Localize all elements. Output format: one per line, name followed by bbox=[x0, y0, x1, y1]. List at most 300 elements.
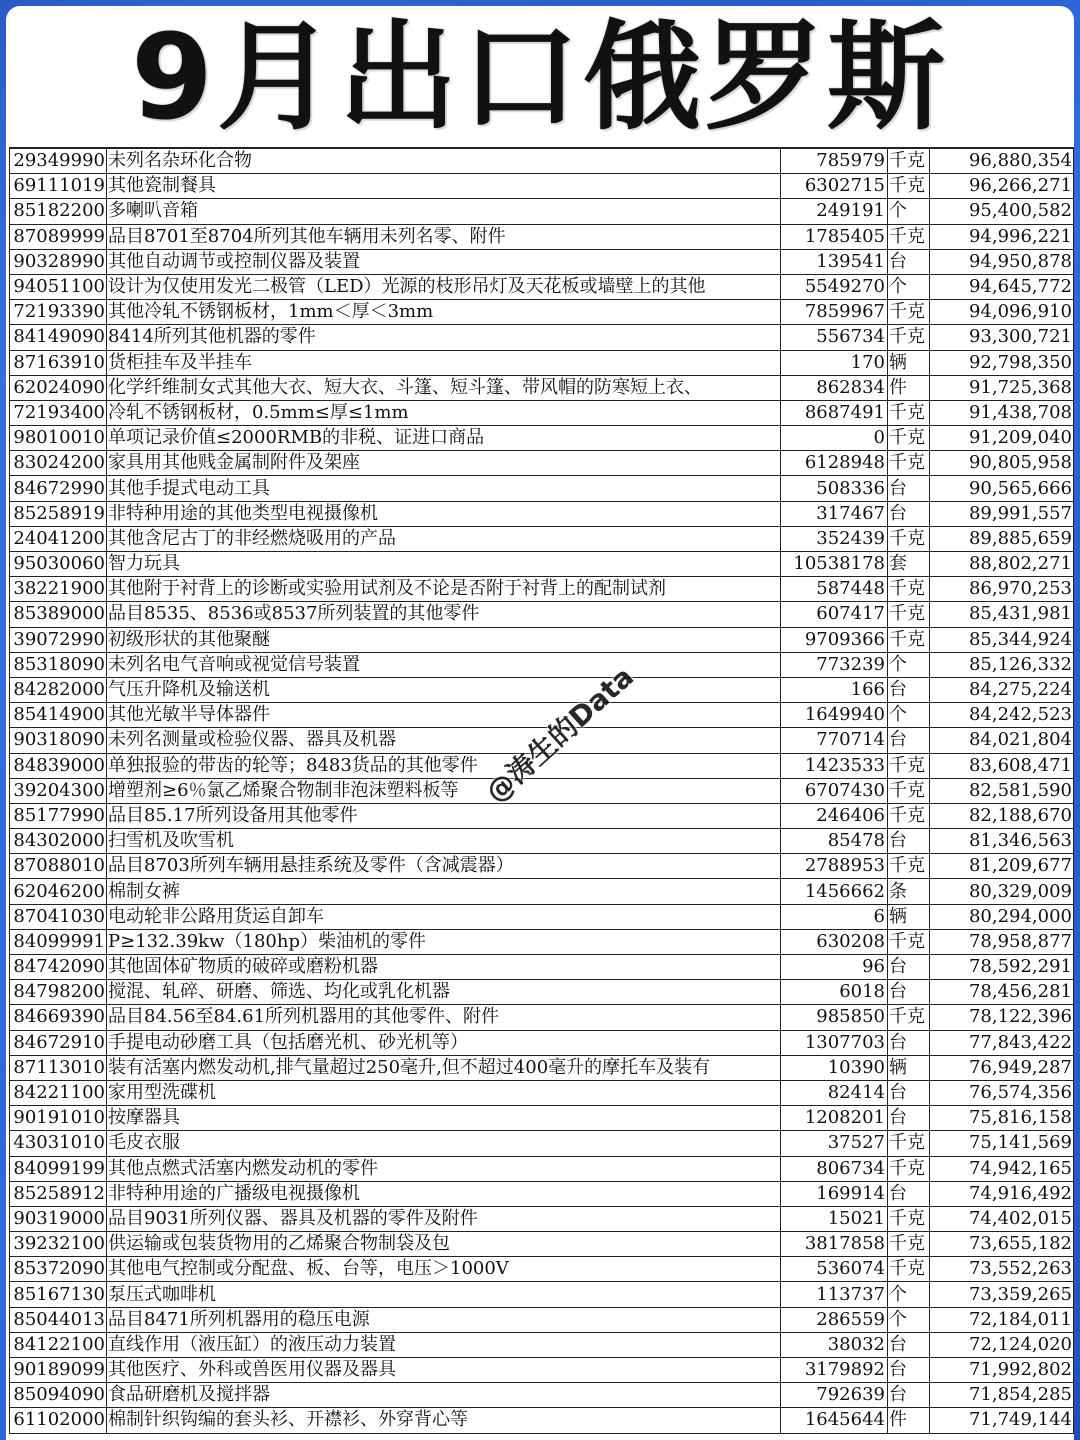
table-row bbox=[10, 1030, 1074, 1055]
product-name-cell: 设计为仅使用发光二极管（LED）光源的枝形吊灯及天花板或墙壁上的其他 bbox=[107, 274, 781, 299]
product-name-cell: 其他自动调节或控制仪器及装置 bbox=[107, 249, 781, 274]
quantity-cell: 352439 bbox=[781, 526, 888, 551]
hs-code-cell: 87163910 bbox=[10, 350, 107, 375]
unit-cell: 件 bbox=[888, 1408, 930, 1433]
quantity-cell: 38032 bbox=[781, 1332, 888, 1357]
unit-cell: 台 bbox=[888, 501, 930, 526]
table-row bbox=[10, 325, 1074, 350]
value-cell: 86,970,253 bbox=[930, 577, 1074, 602]
quantity-cell: 139541 bbox=[781, 249, 888, 274]
value-cell: 74,942,165 bbox=[930, 1156, 1074, 1181]
product-name-cell: 货柜挂车及半挂车 bbox=[107, 350, 781, 375]
value-cell: 75,141,569 bbox=[930, 1131, 1074, 1156]
product-name-cell: 扫雪机及吹雪机 bbox=[107, 829, 781, 854]
hs-code-cell: 84839000 bbox=[10, 753, 107, 778]
product-name-cell: 其他电气控制或分配盘、板、台等，电压＞1000V bbox=[107, 1257, 781, 1282]
value-cell: 93,300,721 bbox=[930, 325, 1074, 350]
table-row bbox=[10, 1257, 1074, 1282]
quantity-cell: 169914 bbox=[781, 1181, 888, 1206]
value-cell: 92,798,350 bbox=[930, 350, 1074, 375]
product-name-cell: 毛皮衣服 bbox=[107, 1131, 781, 1156]
product-name-cell: 增塑剂≥6％氯乙烯聚合物制非泡沫塑料板等 bbox=[107, 778, 781, 803]
quantity-cell: 246406 bbox=[781, 803, 888, 828]
product-name-cell: 初级形状的其他聚醚 bbox=[107, 627, 781, 652]
hs-code-cell: 38221900 bbox=[10, 577, 107, 602]
value-cell: 71,992,802 bbox=[930, 1358, 1074, 1383]
hs-code-cell: 87088010 bbox=[10, 854, 107, 879]
hs-code-cell: 72193390 bbox=[10, 300, 107, 325]
product-name-cell: 棉制针织钩编的套头衫、开襟衫、外穿背心等 bbox=[107, 1408, 781, 1433]
product-name-cell: 气压升降机及输送机 bbox=[107, 677, 781, 702]
hs-code-cell: 94051100 bbox=[10, 274, 107, 299]
table-row bbox=[10, 652, 1074, 677]
table-row bbox=[10, 526, 1074, 551]
value-cell: 81,346,563 bbox=[930, 829, 1074, 854]
product-name-cell: 智力玩具 bbox=[107, 552, 781, 577]
product-name-cell: 品目8471所列机器用的稳压电源 bbox=[107, 1307, 781, 1332]
unit-cell: 台 bbox=[888, 1383, 930, 1408]
value-cell: 91,209,040 bbox=[930, 426, 1074, 451]
hs-code-cell: 90328990 bbox=[10, 249, 107, 274]
hs-code-cell: 85258919 bbox=[10, 501, 107, 526]
unit-cell: 台 bbox=[888, 1181, 930, 1206]
hs-code-cell: 90191010 bbox=[10, 1106, 107, 1131]
hs-code-cell: 84798200 bbox=[10, 980, 107, 1005]
product-name-cell: 其他冷轧不锈钢板材，1mm＜厚＜3mm bbox=[107, 300, 781, 325]
unit-cell: 千克 bbox=[888, 300, 930, 325]
value-cell: 89,885,659 bbox=[930, 526, 1074, 551]
hs-code-cell: 84669390 bbox=[10, 1005, 107, 1030]
quantity-cell: 37527 bbox=[781, 1131, 888, 1156]
quantity-cell: 3817858 bbox=[781, 1232, 888, 1257]
unit-cell: 台 bbox=[888, 249, 930, 274]
product-name-cell: 品目84.56至84.61所列机器用的其他零件、附件 bbox=[107, 1005, 781, 1030]
unit-cell: 千克 bbox=[888, 174, 930, 199]
hs-code-cell: 84282000 bbox=[10, 677, 107, 702]
hs-code-cell: 85094090 bbox=[10, 1383, 107, 1408]
hs-code-cell: 98010010 bbox=[10, 426, 107, 451]
table-row bbox=[10, 879, 1074, 904]
product-name-cell: 其他固体矿物质的破碎或磨粉机器 bbox=[107, 955, 781, 980]
quantity-cell: 113737 bbox=[781, 1282, 888, 1307]
value-cell: 75,816,158 bbox=[930, 1106, 1074, 1131]
unit-cell: 辆 bbox=[888, 1055, 930, 1080]
quantity-cell: 7859967 bbox=[781, 300, 888, 325]
quantity-cell: 792639 bbox=[781, 1383, 888, 1408]
product-name-cell: 品目8701至8704所列其他车辆用未列名零、附件 bbox=[107, 224, 781, 249]
unit-cell: 千克 bbox=[888, 577, 930, 602]
table-row bbox=[10, 854, 1074, 879]
table-row bbox=[10, 1005, 1074, 1030]
unit-cell: 千克 bbox=[888, 602, 930, 627]
table-row bbox=[10, 778, 1074, 803]
table-row bbox=[10, 955, 1074, 980]
value-cell: 94,645,772 bbox=[930, 274, 1074, 299]
unit-cell: 台 bbox=[888, 829, 930, 854]
hs-code-cell: 84221100 bbox=[10, 1080, 107, 1105]
quantity-cell: 317467 bbox=[781, 501, 888, 526]
table-row bbox=[10, 577, 1074, 602]
hs-code-cell: 84099991 bbox=[10, 929, 107, 954]
table-row bbox=[10, 677, 1074, 702]
unit-cell: 台 bbox=[888, 1106, 930, 1131]
unit-cell: 台 bbox=[888, 955, 930, 980]
table-row bbox=[10, 300, 1074, 325]
hs-code-cell: 84122100 bbox=[10, 1332, 107, 1357]
quantity-cell: 556734 bbox=[781, 325, 888, 350]
value-cell: 90,565,666 bbox=[930, 476, 1074, 501]
unit-cell: 千克 bbox=[888, 451, 930, 476]
product-name-cell: 装有活塞内燃发动机,排气量超过250毫升,但不超过400毫升的摩托车及装有 bbox=[107, 1055, 781, 1080]
product-name-cell: 其他光敏半导体器件 bbox=[107, 703, 781, 728]
unit-cell: 辆 bbox=[888, 904, 930, 929]
quantity-cell: 286559 bbox=[781, 1307, 888, 1332]
unit-cell: 千克 bbox=[888, 224, 930, 249]
product-name-cell: 未列名测量或检验仪器、器具及机器 bbox=[107, 728, 781, 753]
hs-code-cell: 90319000 bbox=[10, 1206, 107, 1231]
quantity-cell: 536074 bbox=[781, 1257, 888, 1282]
table-row bbox=[10, 174, 1074, 199]
hs-code-cell: 85372090 bbox=[10, 1257, 107, 1282]
quantity-cell: 3179892 bbox=[781, 1358, 888, 1383]
value-cell: 76,949,287 bbox=[930, 1055, 1074, 1080]
quantity-cell: 85478 bbox=[781, 829, 888, 854]
quantity-cell: 6 bbox=[781, 904, 888, 929]
product-name-cell: 电动轮非公路用货运自卸车 bbox=[107, 904, 781, 929]
unit-cell: 个 bbox=[888, 1282, 930, 1307]
value-cell: 96,880,354 bbox=[930, 148, 1074, 174]
hs-code-cell: 39232100 bbox=[10, 1232, 107, 1257]
table-row bbox=[10, 829, 1074, 854]
hs-code-cell: 61102000 bbox=[10, 1408, 107, 1433]
hs-code-cell: 90189099 bbox=[10, 1358, 107, 1383]
hs-code-cell: 87041030 bbox=[10, 904, 107, 929]
table-row bbox=[10, 627, 1074, 652]
product-name-cell: 其他瓷制餐具 bbox=[107, 174, 781, 199]
unit-cell: 套 bbox=[888, 552, 930, 577]
hs-code-cell: 87089999 bbox=[10, 224, 107, 249]
document-card bbox=[6, 6, 1074, 1440]
quantity-cell: 1785405 bbox=[781, 224, 888, 249]
table-row bbox=[10, 148, 1074, 174]
value-cell: 76,574,356 bbox=[930, 1080, 1074, 1105]
value-cell: 73,552,263 bbox=[930, 1257, 1074, 1282]
table-row bbox=[10, 426, 1074, 451]
unit-cell: 千克 bbox=[888, 1156, 930, 1181]
value-cell: 94,996,221 bbox=[930, 224, 1074, 249]
table-row bbox=[10, 1055, 1074, 1080]
value-cell: 82,188,670 bbox=[930, 803, 1074, 828]
value-cell: 71,854,285 bbox=[930, 1383, 1074, 1408]
table-row bbox=[10, 375, 1074, 400]
table-row bbox=[10, 400, 1074, 425]
table-row bbox=[10, 1332, 1074, 1357]
table-row bbox=[10, 1206, 1074, 1231]
unit-cell: 千克 bbox=[888, 1232, 930, 1257]
table-row bbox=[10, 249, 1074, 274]
quantity-cell: 806734 bbox=[781, 1156, 888, 1181]
product-name-cell: 多喇叭音箱 bbox=[107, 199, 781, 224]
hs-code-cell: 62024090 bbox=[10, 375, 107, 400]
quantity-cell: 6302715 bbox=[781, 174, 888, 199]
table-row bbox=[10, 199, 1074, 224]
unit-cell: 千克 bbox=[888, 1206, 930, 1231]
unit-cell: 条 bbox=[888, 879, 930, 904]
value-cell: 80,294,000 bbox=[930, 904, 1074, 929]
product-name-cell: 化学纤维制女式其他大衣、短大衣、斗篷、短斗篷、带风帽的防寒短上衣、 bbox=[107, 375, 781, 400]
unit-cell: 辆 bbox=[888, 350, 930, 375]
hs-code-cell: 85167130 bbox=[10, 1282, 107, 1307]
hs-code-cell: 84149090 bbox=[10, 325, 107, 350]
unit-cell: 台 bbox=[888, 1332, 930, 1357]
product-name-cell: 其他含尼古丁的非经燃烧吸用的产品 bbox=[107, 526, 781, 551]
value-cell: 85,431,981 bbox=[930, 602, 1074, 627]
product-name-cell: 品目8535、8536或8537所列装置的其他零件 bbox=[107, 602, 781, 627]
table-row bbox=[10, 904, 1074, 929]
product-name-cell: 品目85.17所列设备用其他零件 bbox=[107, 803, 781, 828]
table-row bbox=[10, 602, 1074, 627]
quantity-cell: 1649940 bbox=[781, 703, 888, 728]
hs-code-cell: 85258912 bbox=[10, 1181, 107, 1206]
quantity-cell: 630208 bbox=[781, 929, 888, 954]
table-row bbox=[10, 350, 1074, 375]
unit-cell: 千克 bbox=[888, 854, 930, 879]
unit-cell: 千克 bbox=[888, 778, 930, 803]
unit-cell: 千克 bbox=[888, 627, 930, 652]
value-cell: 94,950,878 bbox=[930, 249, 1074, 274]
value-cell: 74,402,015 bbox=[930, 1206, 1074, 1231]
product-name-cell: 搅混、轧碎、研磨、筛选、均化或乳化机器 bbox=[107, 980, 781, 1005]
quantity-cell: 1456662 bbox=[781, 879, 888, 904]
table-row bbox=[10, 1282, 1074, 1307]
unit-cell: 千克 bbox=[888, 526, 930, 551]
value-cell: 85,126,332 bbox=[930, 652, 1074, 677]
table-row bbox=[10, 1156, 1074, 1181]
table-row bbox=[10, 476, 1074, 501]
quantity-cell: 15021 bbox=[781, 1206, 888, 1231]
unit-cell: 个 bbox=[888, 703, 930, 728]
table-row bbox=[10, 1131, 1074, 1156]
hs-code-cell: 43031010 bbox=[10, 1131, 107, 1156]
unit-cell: 台 bbox=[888, 728, 930, 753]
unit-cell: 台 bbox=[888, 1080, 930, 1105]
hs-code-cell: 69111019 bbox=[10, 174, 107, 199]
product-name-cell: 家用型洗碟机 bbox=[107, 1080, 781, 1105]
value-cell: 95,400,582 bbox=[930, 199, 1074, 224]
value-cell: 80,329,009 bbox=[930, 879, 1074, 904]
quantity-cell: 785979 bbox=[781, 148, 888, 174]
table-row bbox=[10, 1181, 1074, 1206]
hs-code-cell: 84672910 bbox=[10, 1030, 107, 1055]
unit-cell: 台 bbox=[888, 980, 930, 1005]
unit-cell: 千克 bbox=[888, 426, 930, 451]
hs-code-cell: 24041200 bbox=[10, 526, 107, 551]
table-row bbox=[10, 1080, 1074, 1105]
value-cell: 74,916,492 bbox=[930, 1181, 1074, 1206]
product-name-cell: 手提电动砂磨工具（包括磨光机、砂光机等） bbox=[107, 1030, 781, 1055]
unit-cell: 千克 bbox=[888, 148, 930, 174]
product-name-cell: 其他手提式电动工具 bbox=[107, 476, 781, 501]
value-cell: 81,209,677 bbox=[930, 854, 1074, 879]
value-cell: 72,124,020 bbox=[930, 1332, 1074, 1357]
table-row bbox=[10, 224, 1074, 249]
hs-code-cell: 84672990 bbox=[10, 476, 107, 501]
product-name-cell: 食品研磨机及搅拌器 bbox=[107, 1383, 781, 1408]
hs-code-cell: 84742090 bbox=[10, 955, 107, 980]
page-title: 9月出口俄罗斯 bbox=[130, 7, 950, 146]
table-row bbox=[10, 803, 1074, 828]
product-name-cell: 其他医疗、外科或兽医用仪器及器具 bbox=[107, 1358, 781, 1383]
product-name-cell: 泵压式咖啡机 bbox=[107, 1282, 781, 1307]
table-row bbox=[10, 1232, 1074, 1257]
hs-code-cell: 39072990 bbox=[10, 627, 107, 652]
unit-cell: 个 bbox=[888, 652, 930, 677]
product-name-cell: 单独报验的带齿的轮等；8483货品的其他零件 bbox=[107, 753, 781, 778]
value-cell: 84,021,804 bbox=[930, 728, 1074, 753]
quantity-cell: 6707430 bbox=[781, 778, 888, 803]
quantity-cell: 5549270 bbox=[781, 274, 888, 299]
hs-code-cell: 39204300 bbox=[10, 778, 107, 803]
hs-code-cell: 90318090 bbox=[10, 728, 107, 753]
unit-cell: 千克 bbox=[888, 929, 930, 954]
value-cell: 78,592,291 bbox=[930, 955, 1074, 980]
quantity-cell: 170 bbox=[781, 350, 888, 375]
product-name-cell: 品目9031所列仪器、器具及机器的零件及附件 bbox=[107, 1206, 781, 1231]
quantity-cell: 6018 bbox=[781, 980, 888, 1005]
value-cell: 84,242,523 bbox=[930, 703, 1074, 728]
quantity-cell: 2788953 bbox=[781, 854, 888, 879]
value-cell: 78,122,396 bbox=[930, 1005, 1074, 1030]
value-cell: 71,749,144 bbox=[930, 1408, 1074, 1433]
product-name-cell: 冷轧不锈钢板材，0.5mm≤厚≤1mm bbox=[107, 400, 781, 425]
table-row bbox=[10, 501, 1074, 526]
quantity-cell: 985850 bbox=[781, 1005, 888, 1030]
product-name-cell: 棉制女裤 bbox=[107, 879, 781, 904]
value-cell: 77,843,422 bbox=[930, 1030, 1074, 1055]
product-name-cell: 未列名电气音响或视觉信号装置 bbox=[107, 652, 781, 677]
unit-cell: 千克 bbox=[888, 1005, 930, 1030]
hs-code-cell: 85318090 bbox=[10, 652, 107, 677]
unit-cell: 台 bbox=[888, 1030, 930, 1055]
unit-cell: 个 bbox=[888, 274, 930, 299]
export-table bbox=[9, 147, 1074, 1434]
quantity-cell: 1423533 bbox=[781, 753, 888, 778]
value-cell: 72,184,011 bbox=[930, 1307, 1074, 1332]
quantity-cell: 10538178 bbox=[781, 552, 888, 577]
quantity-cell: 166 bbox=[781, 677, 888, 702]
table-row bbox=[10, 980, 1074, 1005]
table-row bbox=[10, 1106, 1074, 1131]
hs-code-cell: 29349990 bbox=[10, 148, 107, 174]
quantity-cell: 6128948 bbox=[781, 451, 888, 476]
value-cell: 85,344,924 bbox=[930, 627, 1074, 652]
value-cell: 91,725,368 bbox=[930, 375, 1074, 400]
quantity-cell: 10390 bbox=[781, 1055, 888, 1080]
table-row bbox=[10, 1408, 1074, 1433]
hs-code-cell: 85177990 bbox=[10, 803, 107, 828]
hs-code-cell: 72193400 bbox=[10, 400, 107, 425]
unit-cell: 个 bbox=[888, 1307, 930, 1332]
quantity-cell: 1307703 bbox=[781, 1030, 888, 1055]
value-cell: 73,359,265 bbox=[930, 1282, 1074, 1307]
hs-code-cell: 84302000 bbox=[10, 829, 107, 854]
quantity-cell: 773239 bbox=[781, 652, 888, 677]
quantity-cell: 770714 bbox=[781, 728, 888, 753]
value-cell: 84,275,224 bbox=[930, 677, 1074, 702]
value-cell: 94,096,910 bbox=[930, 300, 1074, 325]
hs-code-cell: 85182200 bbox=[10, 199, 107, 224]
quantity-cell: 249191 bbox=[781, 199, 888, 224]
unit-cell: 台 bbox=[888, 476, 930, 501]
product-name-cell: 其他点燃式活塞内燃发动机的零件 bbox=[107, 1156, 781, 1181]
quantity-cell: 0 bbox=[781, 426, 888, 451]
quantity-cell: 9709366 bbox=[781, 627, 888, 652]
hs-code-cell: 85414900 bbox=[10, 703, 107, 728]
watermark: @涛生的Data bbox=[479, 659, 640, 810]
table-row bbox=[10, 1307, 1074, 1332]
quantity-cell: 862834 bbox=[781, 375, 888, 400]
quantity-cell: 607417 bbox=[781, 602, 888, 627]
table-row bbox=[10, 451, 1074, 476]
unit-cell: 千克 bbox=[888, 1257, 930, 1282]
product-name-cell: 非特种用途的广播级电视摄像机 bbox=[107, 1181, 781, 1206]
hs-code-cell: 95030060 bbox=[10, 552, 107, 577]
value-cell: 83,608,471 bbox=[930, 753, 1074, 778]
quantity-cell: 82414 bbox=[781, 1080, 888, 1105]
value-cell: 73,655,182 bbox=[930, 1232, 1074, 1257]
product-name-cell: 家具用其他贱金属制附件及架座 bbox=[107, 451, 781, 476]
hs-code-cell: 87113010 bbox=[10, 1055, 107, 1080]
product-name-cell: 8414所列其他机器的零件 bbox=[107, 325, 781, 350]
unit-cell: 千克 bbox=[888, 753, 930, 778]
quantity-cell: 8687491 bbox=[781, 400, 888, 425]
value-cell: 78,456,281 bbox=[930, 980, 1074, 1005]
value-cell: 78,958,877 bbox=[930, 929, 1074, 954]
hs-code-cell: 62046200 bbox=[10, 879, 107, 904]
hs-code-cell: 83024200 bbox=[10, 451, 107, 476]
unit-cell: 千克 bbox=[888, 400, 930, 425]
hs-code-cell: 85044013 bbox=[10, 1307, 107, 1332]
product-name-cell: 非特种用途的其他类型电视摄像机 bbox=[107, 501, 781, 526]
title-bar bbox=[6, 6, 1074, 147]
value-cell: 90,805,958 bbox=[930, 451, 1074, 476]
product-name-cell: P≥132.39kw（180hp）柴油机的零件 bbox=[107, 929, 781, 954]
quantity-cell: 508336 bbox=[781, 476, 888, 501]
unit-cell: 台 bbox=[888, 1358, 930, 1383]
hs-code-cell: 84099199 bbox=[10, 1156, 107, 1181]
product-name-cell: 其他附于衬背上的诊断或实验用试剂及不论是否附于衬背上的配制试剂 bbox=[107, 577, 781, 602]
unit-cell: 千克 bbox=[888, 325, 930, 350]
product-name-cell: 品目8703所列车辆用悬挂系统及零件（含减震器） bbox=[107, 854, 781, 879]
product-name-cell: 供运输或包装货物用的乙烯聚合物制袋及包 bbox=[107, 1232, 781, 1257]
quantity-cell: 96 bbox=[781, 955, 888, 980]
value-cell: 96,266,271 bbox=[930, 174, 1074, 199]
unit-cell: 千克 bbox=[888, 1131, 930, 1156]
value-cell: 89,991,557 bbox=[930, 501, 1074, 526]
product-name-cell: 直线作用（液压缸）的液压动力装置 bbox=[107, 1332, 781, 1357]
unit-cell: 千克 bbox=[888, 803, 930, 828]
hs-code-cell: 85389000 bbox=[10, 602, 107, 627]
value-cell: 88,802,271 bbox=[930, 552, 1074, 577]
unit-cell: 台 bbox=[888, 677, 930, 702]
table-row bbox=[10, 552, 1074, 577]
quantity-cell: 1208201 bbox=[781, 1106, 888, 1131]
product-name-cell: 单项记录价值≤2000RMB的非税、证进口商品 bbox=[107, 426, 781, 451]
table-row bbox=[10, 274, 1074, 299]
export-table-body bbox=[10, 148, 1074, 1433]
product-name-cell: 未列名杂环化合物 bbox=[107, 148, 781, 174]
table-row bbox=[10, 1383, 1074, 1408]
